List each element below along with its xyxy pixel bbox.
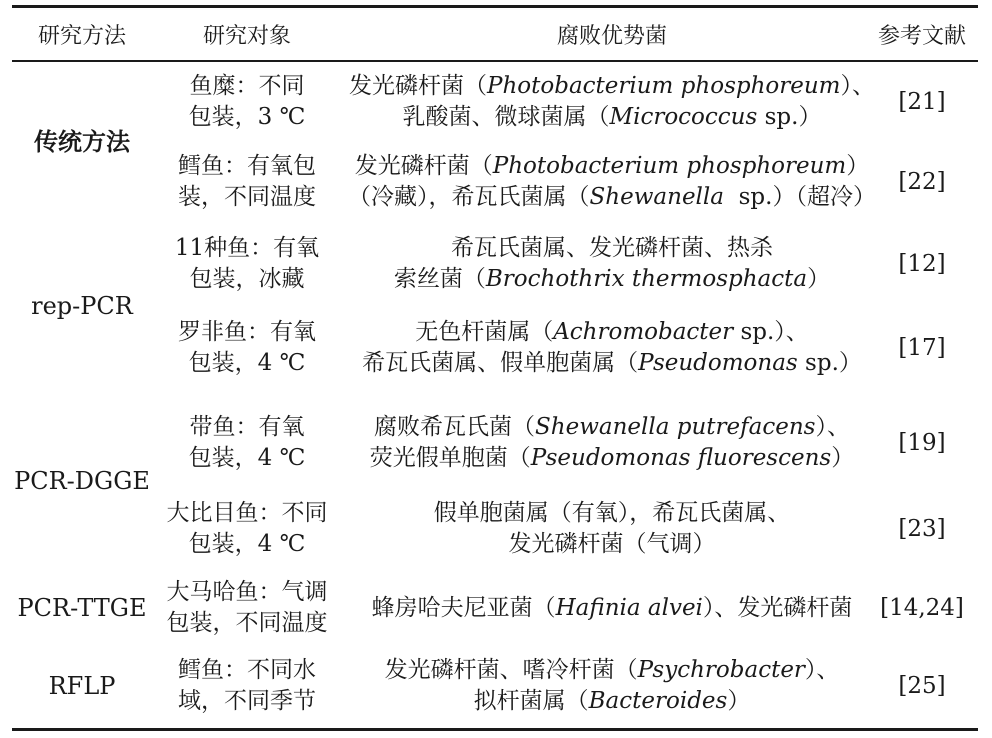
bottom-rule [12,728,978,731]
subject-cell: 大马哈鱼：气调 包装，不同温度 [166,579,328,636]
reference-cell: [21] [898,88,946,115]
bacteria-cell: 蜂房哈夫尼亚菌（Hafinia alvei）、发光磷杆菌 [371,594,853,621]
method-cell: RFLP [48,671,116,700]
header-method: 研究方法 [37,23,126,49]
bacteria-cell: 无色杆菌属（Achromobacter sp.）、 希瓦氏菌属、假单胞菌属（Pseudomonas sp.） [362,319,862,376]
reference-cell: [22] [898,168,946,195]
bacteria-cell: 发光磷杆菌（Photobacterium phosphoreum） （冷藏），希瓦氏菌属（Shewanella sp.）（超冷） [348,153,876,210]
reference-cell: [14,24] [880,594,964,621]
reference-cell: [25] [898,672,946,699]
subject-cell: 鳕鱼：有氧包 装，不同温度 [178,153,316,210]
header-bacteria: 腐败优势菌 [556,23,667,49]
method-cell: 传统方法 [34,127,130,156]
subject-cell: 11种鱼：有氧 包装，冰藏 [174,235,320,292]
subject-cell: 带鱼：有氧 包装，4 ℃ [188,414,306,471]
bacteria-cell: 假单胞菌属（有氧），希瓦氏菌属、 发光磷杆菌（气调） [433,500,791,557]
method-cell: PCR-TTGE [17,593,147,622]
reference-cell: [19] [898,429,946,456]
subject-cell: 大比目鱼：不同 包装，4 ℃ [166,500,328,557]
subject-cell: 鱼糜：不同 包装，3 ℃ [188,73,306,130]
reference-cell: [23] [898,515,946,542]
bacteria-cell: 发光磷杆菌、嗜冷杆菌（Psychrobacter）、 拟杆菌属（Bacteroides） [384,657,840,714]
method-cell: PCR-DGGE [14,466,150,495]
bacteria-cell: 发光磷杆菌（Photobacterium phosphoreum）、 乳酸菌、微球菌属（Micrococcus sp.） [349,73,875,130]
bacteria-cell: 腐败希瓦氏菌（Shewanella putrefacens）、 荧光假单胞菌（Pseudomonas fluorescens） [369,414,855,471]
bacteria-cell: 希瓦氏菌属、发光磷杆菌、热杀 索丝菌（Brochothrix thermosphacta） [393,235,831,292]
reference-cell: [12] [898,250,946,277]
subject-cell: 鳕鱼：不同水 域，不同季节 [178,657,316,714]
header-reference: 参考文献 [877,23,966,49]
method-cell: rep-PCR [31,291,133,320]
subject-cell: 罗非鱼：有氧 包装，4 ℃ [178,319,316,376]
header-subject: 研究对象 [202,23,291,49]
reference-cell: [17] [898,334,946,361]
